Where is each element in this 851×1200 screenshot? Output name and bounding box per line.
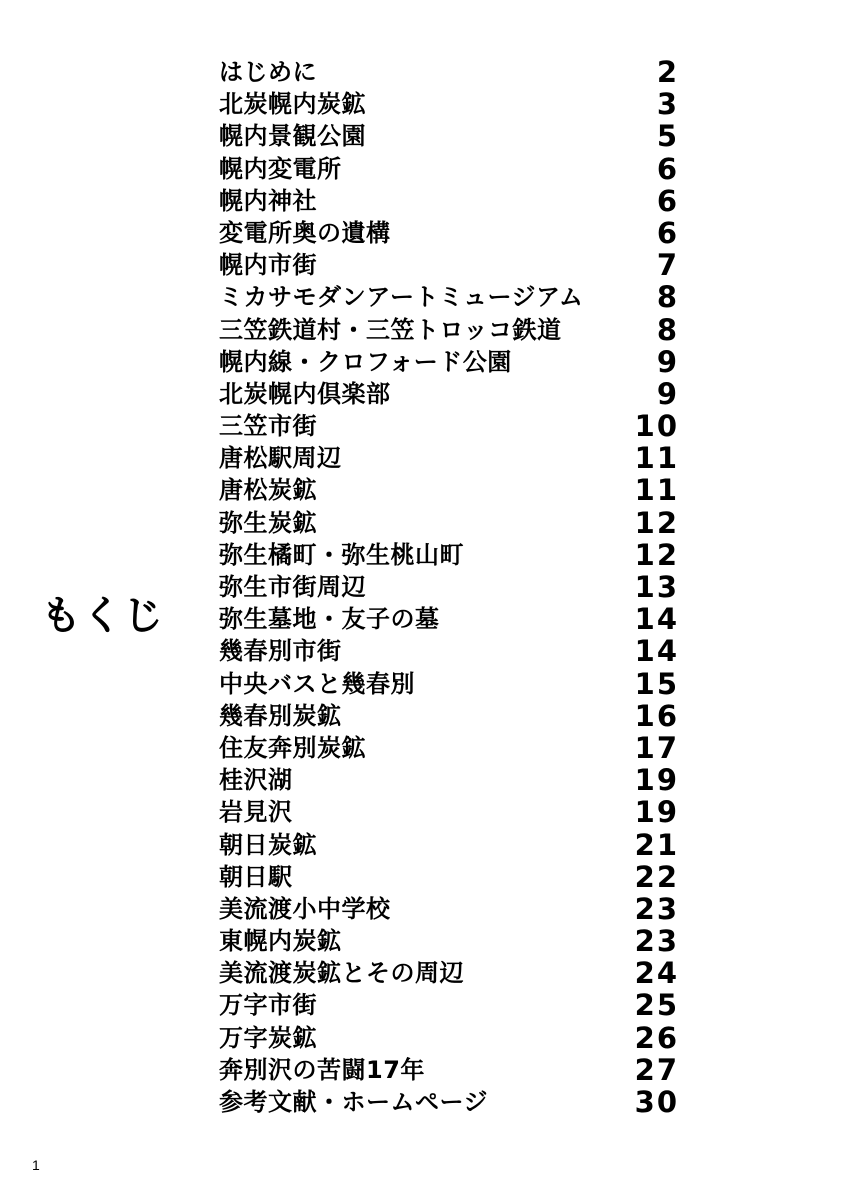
toc-entry-page: 21	[634, 827, 679, 862]
toc-entry-page: 26	[634, 1020, 679, 1055]
toc-entry-title: 東幌内炭鉱	[219, 927, 342, 956]
toc-entry-title: 変電所奥の遺構	[219, 218, 391, 247]
toc-entry-title: 幌内景観公園	[219, 122, 366, 151]
toc-entry-title: 朝日炭鉱	[219, 830, 317, 859]
toc-entry-page: 8	[656, 280, 679, 315]
toc-entry-page: 23	[634, 924, 679, 959]
toc-entry-page: 24	[634, 956, 679, 991]
toc-entry	[219, 1054, 689, 1086]
toc-entry-title: 朝日駅	[219, 862, 293, 891]
toc-entry-title: 幌内変電所	[219, 154, 342, 183]
toc-entry-title: 弥生墓地・友子の墓	[219, 605, 440, 634]
toc-entry-page: 9	[656, 344, 679, 379]
toc-entry	[219, 539, 689, 571]
toc-entry-page: 6	[656, 151, 679, 186]
toc-entry	[219, 957, 689, 989]
toc-entry-page: 16	[634, 698, 679, 733]
toc-entry-title: 幌内神社	[219, 186, 317, 215]
toc-entry-page: 11	[634, 473, 679, 508]
toc-entry-page: 25	[634, 988, 679, 1023]
toc-entry-page: 2	[656, 55, 679, 89]
toc-entry-page: 13	[634, 570, 679, 604]
toc-entry-page: 15	[634, 666, 679, 701]
toc-entry-title: 幾春別炭鉱	[219, 701, 342, 730]
toc-entry-page: 22	[634, 859, 679, 894]
toc-entry-title: 美流渡小中学校	[219, 894, 391, 923]
toc-entry	[219, 442, 689, 474]
toc-entry-page: 9	[656, 376, 679, 411]
toc-entry-page: 10	[634, 409, 679, 444]
toc-entry-title: 唐松駅周辺	[219, 444, 342, 473]
toc-entry	[219, 281, 689, 313]
toc-entry	[219, 249, 689, 281]
toc-entry-title: 参考文献・ホームページ	[219, 1088, 489, 1116]
toc-entry	[219, 829, 689, 861]
page-number: 1	[32, 1157, 40, 1173]
toc-entry	[219, 507, 689, 539]
toc-entry	[219, 378, 689, 410]
toc-entry	[219, 861, 689, 893]
toc-entry-title: 万字市街	[219, 991, 317, 1020]
toc-entry-page: 17	[634, 730, 679, 765]
toc-entry-title: 北炭幌内倶楽部	[219, 379, 391, 408]
toc-entry	[219, 893, 689, 925]
toc-entry-page: 12	[634, 505, 679, 540]
toc-entry-page: 11	[634, 441, 679, 476]
toc-entry-title: 弥生橘町・弥生桃山町	[219, 540, 464, 569]
toc-entry-page: 12	[634, 537, 679, 572]
toc-entry-page: 19	[634, 795, 679, 830]
page-title: もくじ	[41, 593, 164, 639]
toc-entry-title: 幾春別市街	[219, 637, 342, 666]
toc-entry-page: 8	[656, 312, 679, 347]
toc-entry-title: 万字炭鉱	[219, 1023, 317, 1052]
toc-entry-page: 7	[656, 248, 679, 283]
toc-entry	[219, 120, 689, 152]
toc-entry	[219, 700, 689, 732]
toc-entry-title: 三笠市街	[219, 412, 317, 441]
toc-entry-title: 幌内市街	[219, 251, 317, 280]
toc-entry-page: 6	[656, 183, 679, 218]
toc-entry	[219, 185, 689, 217]
toc-entry	[219, 1086, 689, 1118]
toc-entry-page: 14	[634, 602, 679, 637]
toc-entry-page: 19	[634, 763, 679, 798]
toc-entry-page: 14	[634, 634, 679, 669]
toc-entry-page: 3	[656, 87, 679, 122]
table-of-contents	[219, 56, 689, 1118]
toc-entry	[219, 1022, 689, 1054]
toc-entry	[219, 925, 689, 957]
toc-entry-title: 幌内線・クロフォード公園	[219, 347, 512, 376]
toc-entry-title: 美流渡炭鉱とその周辺	[219, 959, 464, 988]
toc-entry	[219, 153, 689, 185]
toc-entry	[219, 796, 689, 828]
toc-entry-page: 5	[656, 119, 679, 154]
toc-entry-title: ミカサモダンアートミュージアム	[219, 283, 584, 312]
toc-entry-title: 中央バスと幾春別	[219, 669, 415, 698]
toc-entry	[219, 56, 689, 88]
toc-entry	[219, 314, 689, 346]
toc-entry-title: 桂沢湖	[219, 766, 293, 795]
toc-entry	[219, 635, 689, 667]
toc-entry-page: 23	[634, 891, 679, 926]
toc-entry	[219, 668, 689, 700]
toc-entry-title: 弥生市街周辺	[219, 573, 366, 601]
toc-entry	[219, 346, 689, 378]
toc-entry-title: 住友奔別炭鉱	[219, 733, 366, 762]
toc-entry-page: 6	[656, 215, 679, 250]
toc-entry-title: 奔別沢の苦闘17年	[219, 1055, 425, 1084]
toc-entry-title: 弥生炭鉱	[219, 508, 317, 537]
toc-entry	[219, 603, 689, 635]
toc-entry	[219, 989, 689, 1021]
toc-entry-page: 30	[634, 1085, 679, 1119]
toc-entry	[219, 474, 689, 506]
toc-entry	[219, 88, 689, 120]
toc-entry-title: 三笠鉄道村・三笠トロッコ鉄道	[219, 315, 562, 344]
toc-entry-title: 岩見沢	[219, 798, 293, 827]
toc-entry-title: 北炭幌内炭鉱	[219, 90, 366, 119]
toc-entry-page: 27	[634, 1052, 679, 1087]
toc-entry	[219, 732, 689, 764]
toc-entry	[219, 410, 689, 442]
toc-entry-title: 唐松炭鉱	[219, 476, 317, 505]
toc-entry	[219, 217, 689, 249]
toc-entry	[219, 764, 689, 796]
toc-entry-title: はじめに	[219, 58, 317, 86]
toc-entry	[219, 571, 689, 603]
